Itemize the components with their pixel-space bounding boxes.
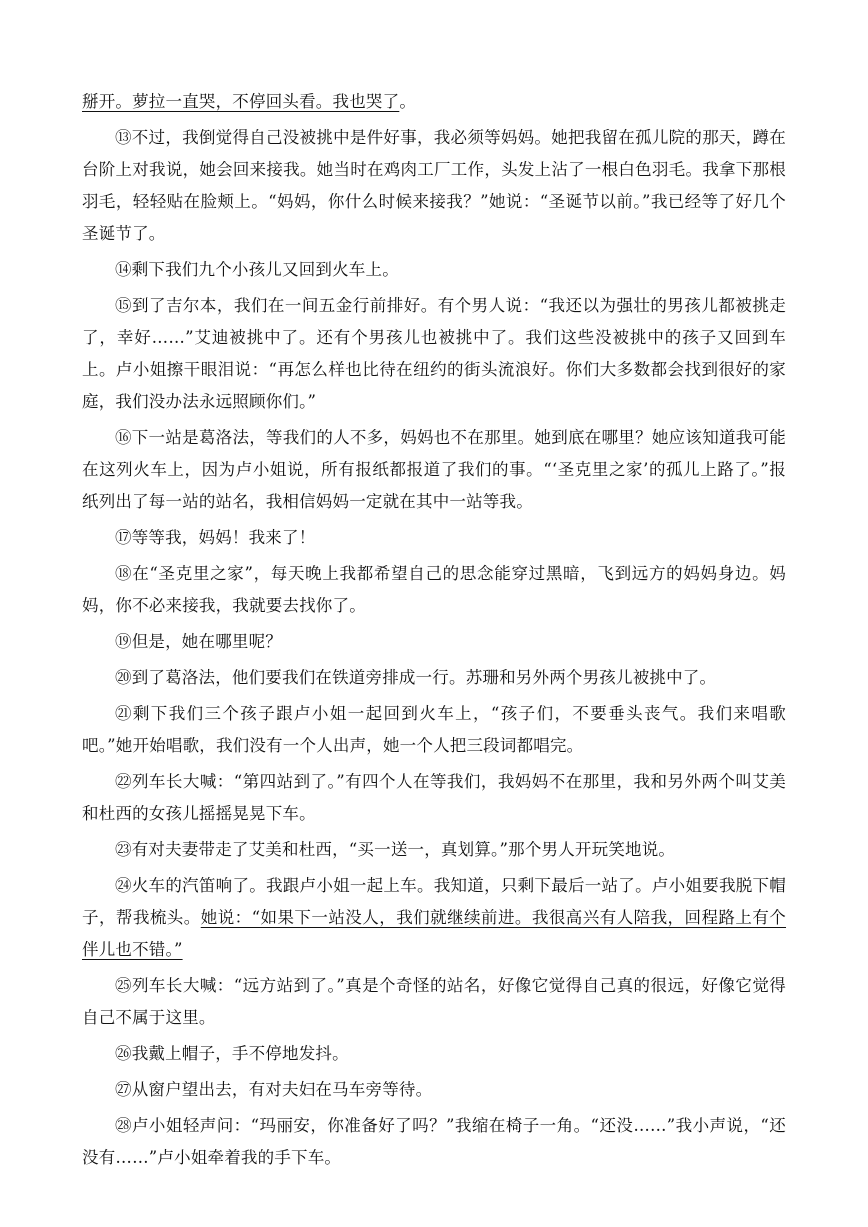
underlined-sentence: 她说：“如果下一站没人，我们就继续前进。我很高兴有人陪我，回程路上有个伴儿也不错。” xyxy=(82,908,787,959)
text-segment: ⑰等等我，妈妈！我来了！ xyxy=(115,528,316,547)
paragraph-27 xyxy=(82,1074,786,1106)
text-segment: ⑳到了葛洛法，他们要我们在铁道旁排成一行。苏珊和另外两个男孩儿被挑中了。 xyxy=(115,668,717,687)
paragraph-23 xyxy=(82,834,786,866)
underlined-sentence: 掰开。萝拉一直哭，不停回头看。我也哭了 xyxy=(82,92,400,111)
text-segment: ㉕列车长大喊：“远方站到了。”真是个奇怪的站名，好像它觉得自己真的很远，好像它觉得自己不属于这里。 xyxy=(82,976,786,1027)
paragraph-19 xyxy=(82,626,786,658)
story-text xyxy=(82,86,786,1178)
text-segment: ⑲但是，她在哪里呢？ xyxy=(115,632,282,651)
text-segment: ㉑剩下我们三个孩子跟卢小姐一起回到火车上，“孩子们，不要垂头丧气。我们来唱歌吧。”她开始唱歌，我们没有一个人出声，她一个人把三段词都唱完。 xyxy=(82,704,786,755)
text-segment: ⑮到了吉尔本，我们在一间五金行前排好。有个男人说：“我还以为强壮的男孩儿都被挑走了，幸好……”艾迪被挑中了。还有个男孩儿也被挑中了。我们这些没被挑中的孩子又回到车上。卢小姐擦干眼泪说：“再怎么样也比待在纽约的街头流浪好。你们大多数都会找到很好的家庭，我们没办法永远照顾你们。” xyxy=(82,296,786,411)
paragraph-28 xyxy=(82,1110,786,1174)
paragraph-26 xyxy=(82,1038,786,1070)
paragraph-24 xyxy=(82,870,786,966)
paragraph-25 xyxy=(82,970,786,1034)
text-segment: ㉓有对夫妻带走了艾美和杜西，“买一送一，真划算。”那个男人开玩笑地说。 xyxy=(115,840,676,859)
paragraph-14 xyxy=(82,254,786,286)
paragraph-18 xyxy=(82,558,786,622)
text-segment: ㉘卢小姐轻声问：“玛丽安，你准备好了吗？”我缩在椅子一角。“还没……”我小声说，“还没有……”卢小姐牵着我的手下车。 xyxy=(82,1116,786,1167)
paragraph-16 xyxy=(82,422,786,518)
text-segment: ⑱在“圣克里之家”，每天晚上我都希望自己的思念能穿过黑暗，飞到远方的妈妈身边。妈妈，你不必来接我，我就要去找你了。 xyxy=(82,564,786,615)
paragraph-continuation xyxy=(82,86,786,118)
text-segment: ⑭剩下我们九个小孩儿又回到火车上。 xyxy=(115,260,399,279)
paragraph-15 xyxy=(82,290,786,418)
text-segment: ㉗从窗户望出去，有对夫妇在马车旁等待。 xyxy=(115,1080,433,1099)
paragraph-22 xyxy=(82,766,786,830)
paragraph-13 xyxy=(82,122,786,250)
paragraph-21 xyxy=(82,698,786,762)
text-segment: 。 xyxy=(399,92,417,111)
paragraph-20 xyxy=(82,662,786,694)
paragraph-17 xyxy=(82,522,786,554)
text-segment: ㉔火车的汽笛响了。我跟卢小姐一起上车。我知道，只剩下最后一站了。卢小姐要我脱下帽子，帮我梳头。 xyxy=(82,876,786,927)
text-segment: ㉖我戴上帽子，手不停地发抖。 xyxy=(115,1044,349,1063)
text-segment: ⑬不过，我倒觉得自己没被挑中是件好事，我必须等妈妈。她把我留在孤儿院的那天，蹲在台阶上对我说，她会回来接我。她当时在鸡肉工厂工作，头发上沾了一根白色羽毛。我拿下那根羽毛，轻轻贴在脸颊上。“妈妈，你什么时候来接我？”她说：“圣诞节以前。”我已经等了好几个圣诞节了。 xyxy=(82,128,786,243)
text-segment: ㉒列车长大喊：“第四站到了。”有四个人在等我们，我妈妈不在那里，我和另外两个叫艾美和杜西的女孩儿摇摇晃晃下车。 xyxy=(82,772,786,823)
text-segment: ⑯下一站是葛洛法，等我们的人不多，妈妈也不在那里。她到底在哪里？她应该知道我可能在这列火车上，因为卢小姐说，所有报纸都报道了我们的事。“‘圣克里之家’的孤儿上路了。”报纸列出了每一站的站名，我相信妈妈一定就在其中一站等我。 xyxy=(82,428,786,511)
